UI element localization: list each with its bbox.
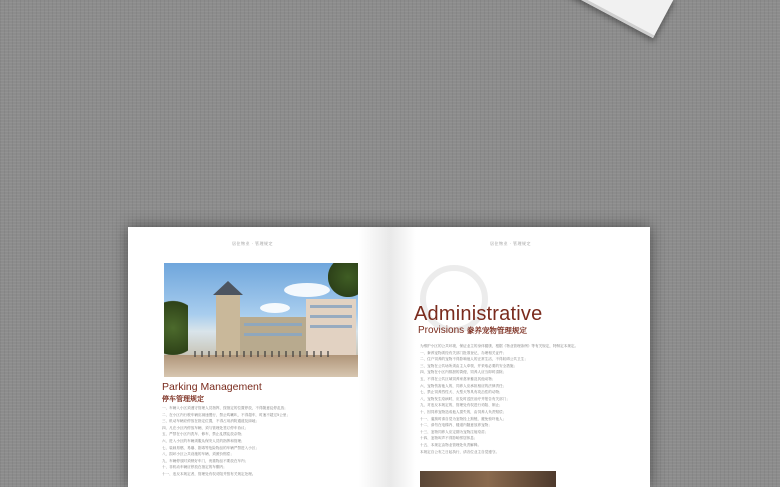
paragraph: 二、住户饲养的宠物不得影响他人的正常生活，不得妨碍公共卫生； (420, 357, 528, 362)
window-row (310, 315, 352, 318)
paragraph: 六、进入小区的车辆须服从保安人员的指挥和管理； (162, 438, 245, 443)
tower-building (216, 293, 240, 355)
plaza (164, 355, 358, 377)
paragraph: 七、装载易燃、易爆、剧毒等危险物品的车辆严禁进入小区； (162, 445, 260, 450)
paragraph: 四、凡在小区内停放车辆，须与管理处签订停车协议； (162, 425, 249, 430)
right-body-text (420, 343, 620, 455)
page-subtitle (418, 325, 527, 336)
paragraph: 八、损坏小区公共设施的车辆，须照价赔偿； (162, 452, 234, 457)
subtitle-en: Provisions (418, 325, 465, 336)
paragraph: 十、因饲养宠物造成他人损失的，由饲养人负责赔偿； (420, 409, 507, 414)
paragraph: 三、宠物在公共场所须由主人牵领，并采取必要的安全措施； (420, 363, 518, 368)
paragraph: 九、对违反本规定的，管理处有权进行劝阻、制止； (420, 403, 503, 408)
building-photo (164, 263, 358, 377)
tower-roof (213, 281, 243, 295)
left-body-text (162, 405, 358, 478)
paragraph: 三、机动车辆应停放在指定位置，不得占用消防通道及绿地； (162, 419, 260, 424)
paragraph: 十二、请勿在电梯内、楼道内随意放养宠物； (420, 423, 492, 428)
paragraph: 一、车辆入小区须遵守管理人员指挥，按指定的位置停放，不得随意乱停乱放； (162, 406, 288, 410)
subtitle-cn: 豢养宠物管理规定 (466, 326, 527, 335)
paragraph: 十、非机动车辆应停放在指定的车棚内； (162, 465, 227, 470)
paragraph: 八、宠物发生疫病时，应及时送医治疗并报告有关部门； (420, 396, 510, 401)
paragraph: 七、禁止饲养烈性犬、大型犬等具有攻击性的动物； (420, 390, 503, 395)
window-row (310, 325, 352, 328)
cloud (284, 283, 330, 297)
paragraph: 九、车辆停放时须锁好车门，贵重物品不要放在车内； (162, 458, 249, 463)
cloud (260, 303, 290, 313)
paragraph: 五、不得在公共区域饲养家禽家畜及其他动物； (420, 376, 496, 381)
right-page-header: 居住物业 · 管理规定 (490, 241, 532, 246)
paragraph: 五、严禁在小区内洗车、修车，禁止乱摆乱放杂物； (162, 432, 245, 437)
left-page-header: 居住物业 · 管理规定 (232, 241, 274, 246)
tree (328, 263, 358, 297)
paragraph: 一、豢养宠物须经有关部门批准登记，办理相关证件； (420, 350, 507, 355)
paragraph: 十一、遛狗时请自觉为宠物拴上狗链，避免惊吓他人； (420, 416, 507, 421)
window-row (244, 333, 302, 336)
tree (164, 293, 188, 363)
paragraph: 本规定自公布之日起执行，请各位业主自觉遵守。 (420, 449, 500, 454)
section-title-en: Parking Management (162, 381, 262, 393)
paragraph: 十五、本规定由物业管理处负责解释。 (420, 442, 482, 447)
section-title-cn: 停车管理规定 (162, 395, 204, 403)
paragraph: 四、宠物在小区内排泄的粪便，饲养人应当即时清除； (420, 370, 507, 375)
people (194, 351, 334, 357)
window-row (244, 323, 302, 326)
left-page (128, 227, 390, 487)
paragraph: 十三、宠物饲养人应定期为宠物注射疫苗； (420, 429, 489, 434)
bottom-photo (420, 471, 556, 487)
paragraph: 二、在小区内行驶车辆应减速慢行，禁止鸣喇叭，不得超车，时速不超过5公里； (162, 412, 291, 417)
background-magazine-corner (556, 0, 674, 38)
paragraph: 十四、宠物叫声不得影响邻居休息； (420, 436, 478, 441)
paragraph: 十一、违反本规定者，管理处有权劝阻并按有关规定处理。 (162, 471, 256, 476)
right-page (390, 227, 650, 487)
paragraph: 为维护小区的公共环境，保证业主的身体健康，根据《物业管理条例》等有关规定，特制定本规定。 (420, 344, 579, 348)
magazine-spread (128, 227, 650, 487)
window-row (310, 305, 352, 308)
paragraph: 六、宠物伤害他人的，饲养人应承担相应的法律责任； (420, 383, 507, 388)
page-title: Administrative (414, 303, 543, 325)
